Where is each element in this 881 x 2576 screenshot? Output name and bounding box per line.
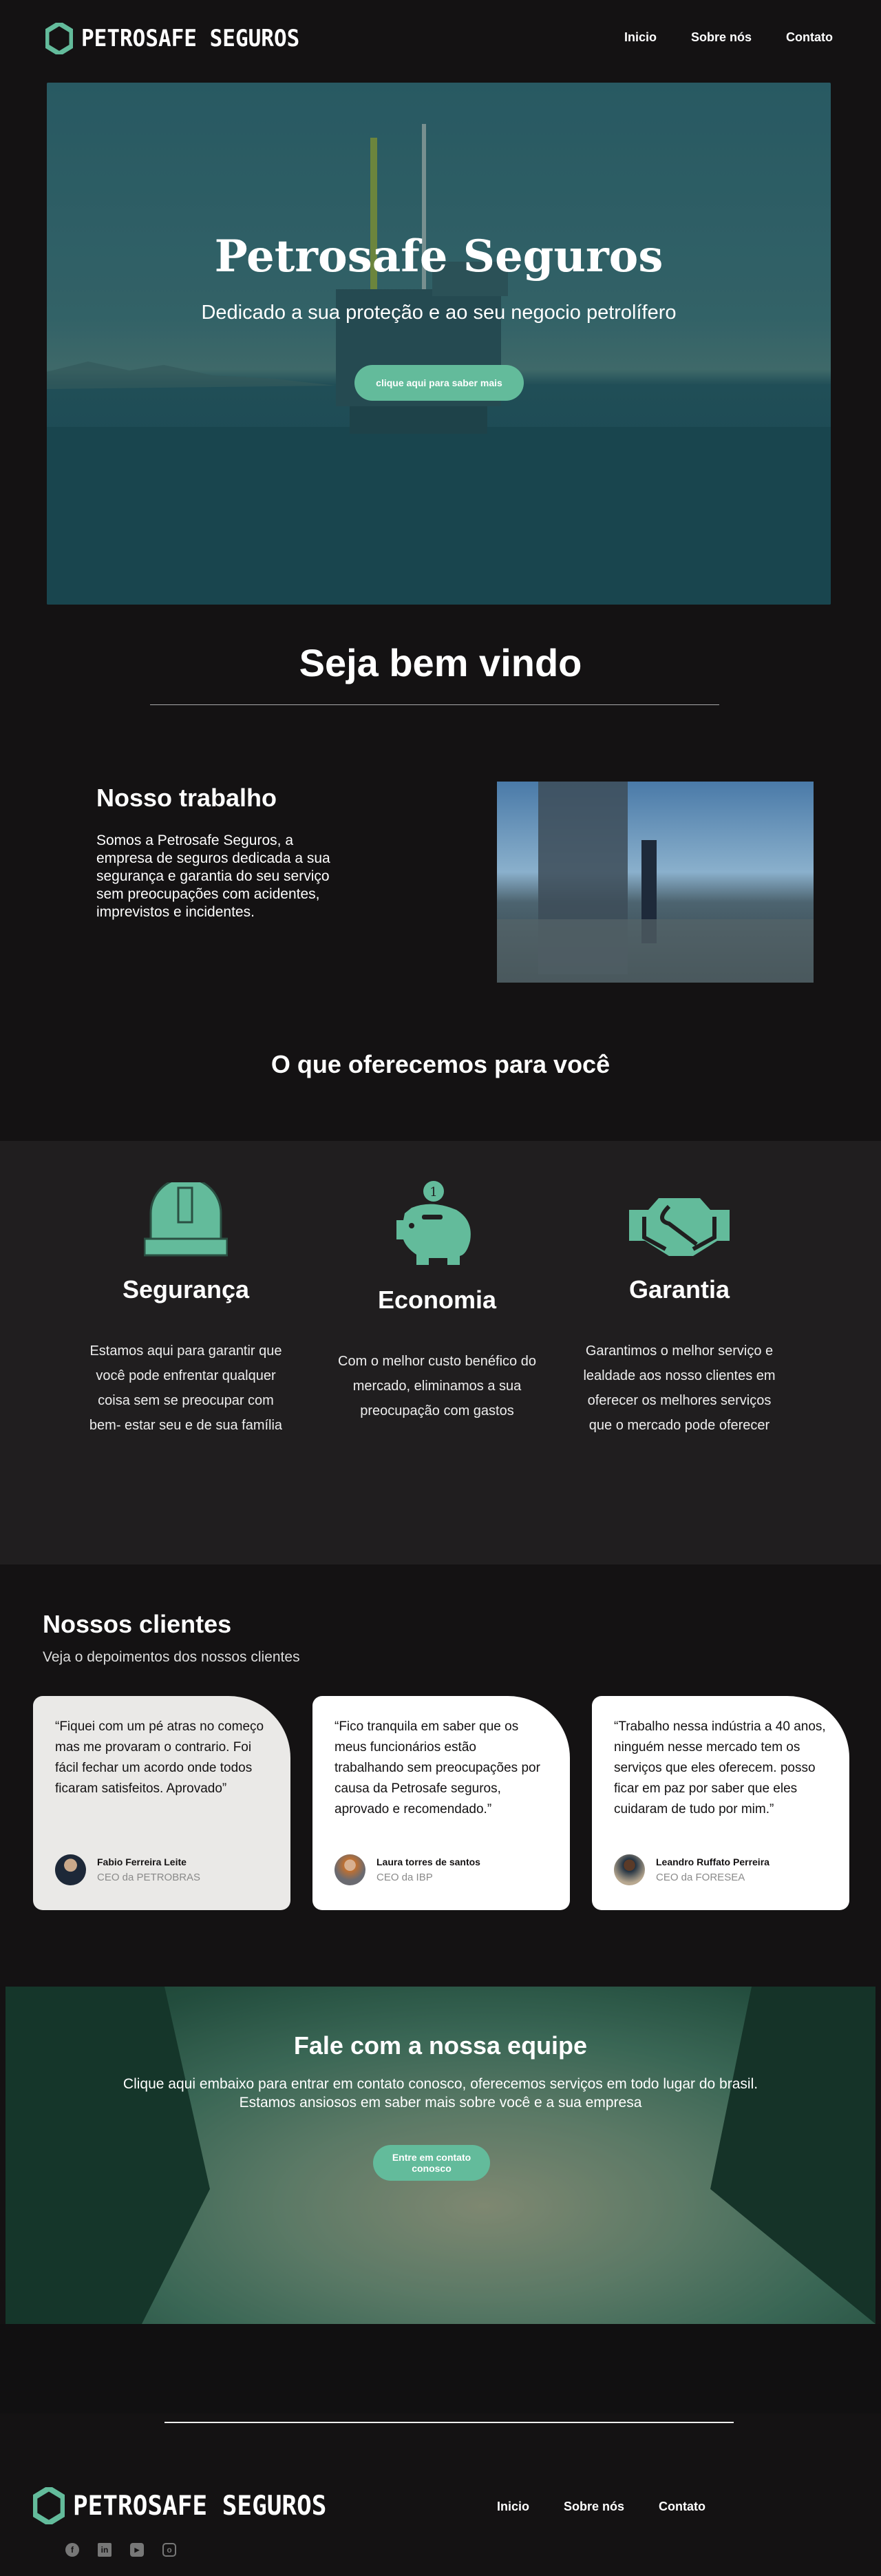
hero-subtitle: Dedicado a sua proteção e ao seu negocio petrolífero [201, 302, 677, 324]
hero-title: Petrosafe Seguros [214, 231, 664, 282]
author-role: CEO da PETROBRAS [97, 1872, 201, 1883]
testimonial-card [592, 1696, 849, 1910]
contact-button[interactable]: Entre em contato conosco [373, 2145, 490, 2181]
author-name: Fabio Ferreira Leite [97, 1856, 187, 1867]
testimonial-card [33, 1696, 290, 1910]
footer-logo[interactable] [33, 2487, 326, 2524]
main-nav [590, 30, 833, 45]
author-role: CEO da FORESEA [656, 1872, 745, 1883]
author-name: Leandro Ruffato Perreira [656, 1856, 769, 1867]
learn-more-button[interactable]: clique aqui para saber mais [354, 365, 524, 401]
service-title: Economia [377, 1286, 497, 1314]
nav-sobre[interactable]: Sobre nós [691, 30, 752, 44]
testimonial-quote: “Fico tranquila em saber que os meus funcionários estão trabalhando sem preocupações por causa da Petrosafe seguros, aprovado e recomendado.” [335, 1719, 540, 1816]
piggy-bank-icon [391, 1179, 483, 1268]
logo-text: PETROSAFE SEGUROS [81, 25, 300, 52]
facebook-icon[interactable]: f [65, 2543, 79, 2557]
cta-title: Fale com a nossa equipe [293, 2031, 588, 2060]
youtube-icon[interactable]: ▶ [130, 2543, 144, 2557]
instagram-icon[interactable]: o [162, 2543, 176, 2557]
avatar [614, 1854, 645, 1885]
welcome-title: Seja bem vindo [299, 641, 582, 684]
helmet-icon [144, 1182, 228, 1258]
service-text: Com o melhor custo benéfico do mercado, eliminamos a sua preocupação com gastos [338, 1354, 536, 1418]
author-role: CEO da IBP [376, 1872, 433, 1883]
service-text: Estamos aqui para garantir que você pode enfrentar qualquer coisa sem se preocupar com bem- estar seu e de sua família [89, 1343, 283, 1433]
testimonial-card [312, 1696, 570, 1910]
linkedin-icon[interactable]: in [98, 2543, 112, 2557]
service-economia [334, 1179, 540, 1423]
service-seguranca [83, 1182, 289, 1438]
logo-icon [33, 2487, 65, 2524]
logo[interactable] [45, 23, 299, 54]
work-text: Somos a Petrosafe Seguros, a empresa de seguros dedicada a sua segurança e garantia do seu serviço sem preocupações com acidentes, imprevistos e incidentes. [96, 833, 330, 920]
service-title: Garantia [628, 1275, 730, 1303]
footer-nav-contato[interactable]: Contato [659, 2500, 706, 2513]
nav-inicio[interactable]: Inicio [624, 30, 657, 44]
social-links [65, 2543, 195, 2557]
avatar [335, 1854, 365, 1885]
divider [150, 704, 719, 705]
hero-banner [47, 83, 831, 605]
svg-text:1: 1 [429, 1185, 438, 1200]
service-title: Segurança [122, 1275, 250, 1303]
offer-title: O que oferecemos para você [270, 1050, 611, 1078]
footer-nav-sobre[interactable]: Sobre nós [564, 2500, 625, 2513]
logo-icon [45, 23, 73, 54]
testimonial-quote: “Fiquei com um pé atras no começo mas me provaram o contrario. Foi fácil fechar um acordo onde todos ficaram satisfeitos. Aprovado” [55, 1719, 264, 1796]
service-garantia [576, 1193, 783, 1438]
contact-cta [6, 1987, 875, 2324]
worker-image [497, 782, 814, 983]
logo-text: PETROSAFE SEGUROS [73, 2490, 327, 2522]
cta-text: Clique aqui embaixo para entrar em contato conosco, oferecemos serviços em todo lugar do brasil. Estamos ansiosos em saber mais sobre você e a sua empresa [123, 2076, 758, 2111]
service-text: Garantimos o melhor serviço e lealdade aos nosso clientes em oferecer os melhores serviços que o mercado pode oferecer [583, 1343, 776, 1433]
footer-nav-inicio[interactable]: Inicio [497, 2500, 530, 2513]
testimonial-quote: “Trabalho nessa indústria a 40 anos, ninguém nesse mercado tem os serviços que eles oferecem. posso ficar em paz por saber que eles cuidaram de tudo por mim.” [614, 1719, 826, 1816]
clients-title: Nossos clientes [43, 1610, 232, 1638]
footer-divider [164, 2422, 734, 2423]
author-name: Laura torres de santos [376, 1856, 480, 1867]
avatar [55, 1854, 86, 1885]
handshake-icon [628, 1193, 731, 1258]
services-section [0, 1141, 881, 1564]
clients-subtitle: Veja o depoimentos dos nossos clientes [43, 1649, 300, 1665]
nav-contato[interactable]: Contato [786, 30, 833, 44]
footer-nav [463, 2500, 705, 2514]
work-title: Nosso trabalho [96, 784, 277, 812]
